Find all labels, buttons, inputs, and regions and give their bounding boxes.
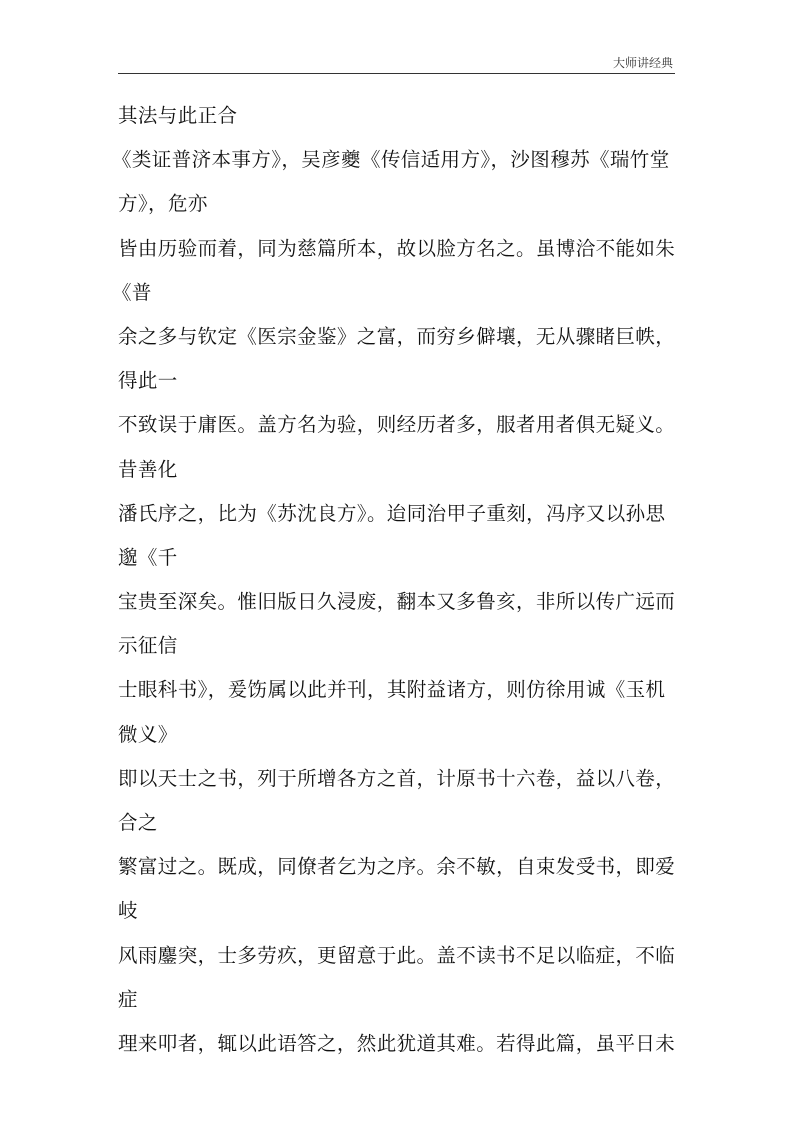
text-line: 繁富过之。既成，同僚者乞为之序。余不敏，自束发受书，即爱 bbox=[118, 855, 676, 879]
text-line: 《普 bbox=[112, 280, 152, 304]
text-line: 得此一 bbox=[118, 369, 178, 393]
text-line: 不致误于庸医。盖方名为验，则经历者多，服者用者俱无疑义。 bbox=[118, 413, 676, 437]
text-line: 宝贵至深矣。惟旧版日久浸废，翻本又多鲁亥，非所以传广远而 bbox=[118, 590, 676, 614]
text-line: 方》，危亦 bbox=[118, 192, 208, 216]
text-line: 余之多与钦定《医宗金鉴》之富，而穷乡僻壤，无从骤睹巨帙， bbox=[118, 324, 676, 348]
text-line: 邈《千 bbox=[118, 545, 178, 569]
text-line: 即以天士之书，列于所增各方之首，计原书十六卷，益以八卷， bbox=[118, 766, 676, 790]
text-line: 岐 bbox=[118, 899, 138, 923]
text-line: 微义》 bbox=[118, 722, 178, 746]
text-line: 症 bbox=[118, 987, 138, 1011]
text-line: 风雨鏖突，士多劳疚，更留意于此。盖不读书不足以临症，不临 bbox=[118, 943, 676, 967]
text-line: 《类证普济本事方》，吴彦夔《传信适用方》，沙图穆苏《瑞竹堂 bbox=[112, 148, 670, 172]
text-line: 皆由历验而着，同为慈篇所本，故以脸方名之。虽博洽不能如朱 bbox=[118, 236, 676, 260]
text-line: 理来叩者，辄以此语答之，然此犹道其难。若得此篇，虽平日未 bbox=[118, 1031, 676, 1055]
text-line: 士眼科书》，爰饬属以此并刊，其附益诸方，则仿徐用诚《玉机 bbox=[118, 678, 666, 702]
document-body bbox=[112, 98, 678, 1070]
text-line: 合之 bbox=[118, 811, 158, 834]
text-line: 潘氏序之，比为《苏沈良方》。迨同治甲子重刻，冯序又以孙思 bbox=[118, 501, 666, 525]
text-line: 示征信 bbox=[118, 634, 178, 658]
text-line: 昔善化 bbox=[118, 457, 178, 481]
text-line: 其法与此正合 bbox=[118, 104, 238, 127]
header-title: 大师讲经典 bbox=[612, 56, 673, 70]
page-header bbox=[118, 52, 675, 74]
